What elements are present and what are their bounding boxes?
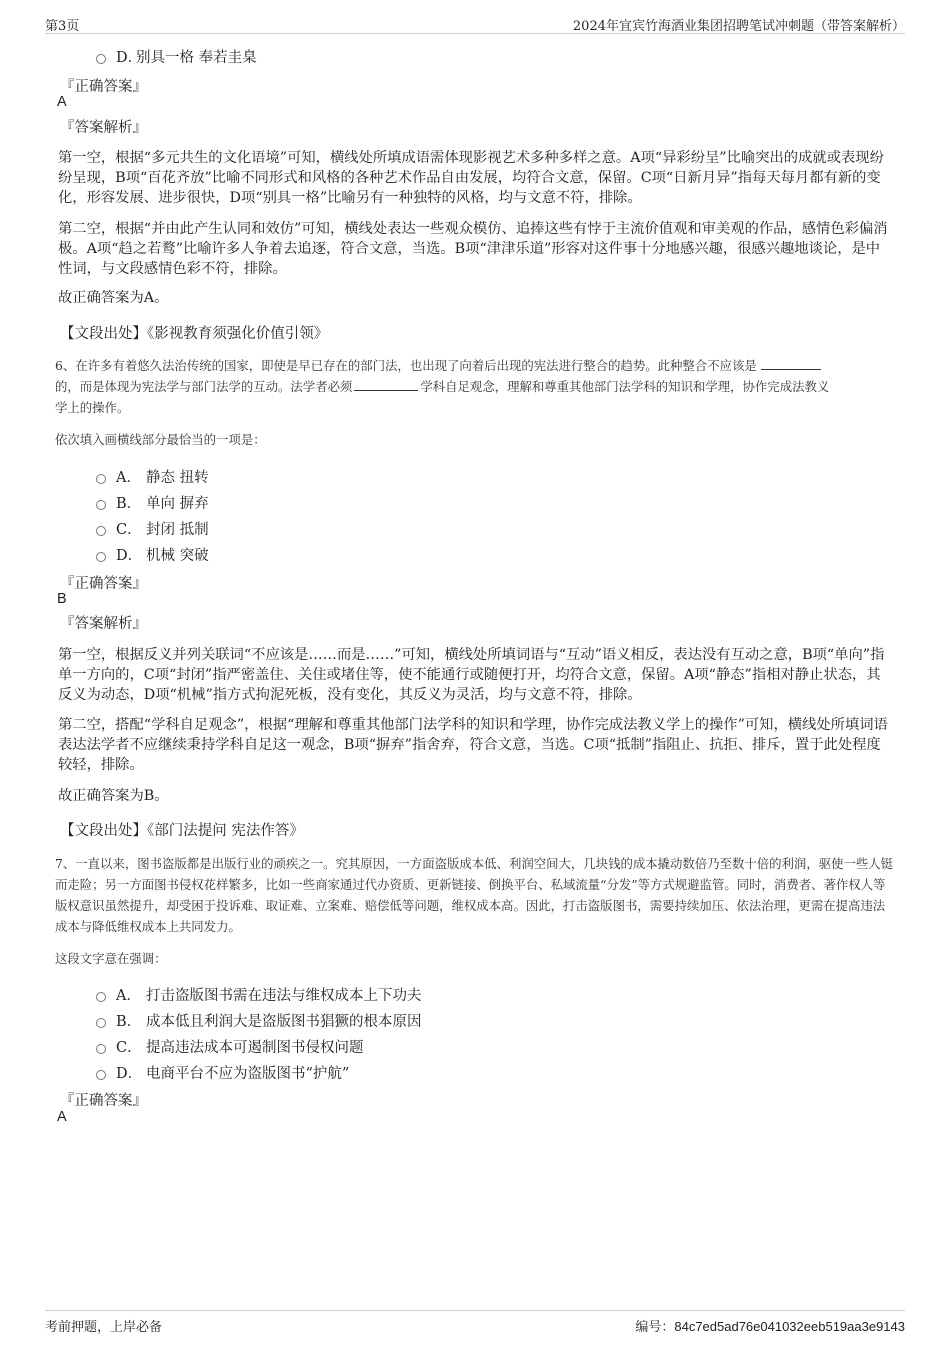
option-b[interactable]: B． 成本低且利润大是盗版图书猖獗的根本原因 xyxy=(96,1010,422,1030)
radio-icon[interactable] xyxy=(96,500,106,510)
text-source: 【文段出处】《部门法提问 宪法作答》 xyxy=(60,823,304,839)
correct-answer-value: A xyxy=(57,1109,67,1125)
page-header xyxy=(45,13,905,34)
footer-slogan: 考前押题，上岸必备 xyxy=(45,1320,163,1335)
radio-icon[interactable] xyxy=(96,1018,106,1028)
blank-line xyxy=(761,357,821,370)
document-id: 编号：84c7ed5ad76e041032eeb519aa3e9143 xyxy=(635,1319,905,1334)
radio-icon[interactable] xyxy=(96,474,106,484)
correct-answer-label: 『正确答案』 xyxy=(60,79,147,95)
conclusion: 故正确答案为B。 xyxy=(58,788,169,804)
text-source: 【文段出处】《影视教育须强化价值引领》 xyxy=(60,326,329,342)
analysis-paragraph: 第一空，根据反义并列关联词“不应该是……而是……”可知，横线处所填词语与“互动”语义相反，表达没有互动之意，B项“单向”指单一方向的，C项“封闭”指严密盖住、关住或堵住等，使不能通行或随便打开，均符合文意，保留。A项“静态”指相对静止状态，其反义为动态，D项“机械”指方式拘泥死板，没有变化，其反义为灵活，均与文意不符，排除。 xyxy=(58,647,885,703)
radio-icon[interactable] xyxy=(96,54,106,64)
analysis-label: 『答案解析』 xyxy=(60,616,147,632)
question-stem: 7、一直以来，图书盗版都是出版行业的顽疾之一。究其原因，一方面盗版成本低、利润空间大，几块钱的成本撬动数倍乃至数十倍的利润，驱使一些人铤而走险；另一方面图书侵权花样繁多，比如一些商家通过代办资质、更新链接、倒换平台、私域流量“分发”等方式规避监管。同时，消费者、著作权人等版权意识虽然提升，却受困于投诉难、取证难、立案难、赔偿低等问题，维权成本高。因此，打击盗版图书，需要持续加压、依法治理，更需在提高违法成本与降低维权成本上共同发力。 xyxy=(55,856,894,934)
page-number: 第3页 xyxy=(45,19,80,34)
analysis-paragraph: 第二空，根据“并由此产生认同和效仿”可知，横线处表达一些观众模仿、追捧这些有悖于主流价值观和审美观的作品，感情色彩偏消极。A项“趋之若鹜”比喻许多人争着去追逐，符合文意，当选。B项“津津乐道”形容对这件事十分地感兴趣，很感兴趣地谈论，是中性词，与文段感情色彩不符，排除。 xyxy=(58,221,888,277)
option-d[interactable]: D． 别具一格 奉若圭臬 xyxy=(96,46,257,66)
option-b[interactable]: B． 单向 摒弃 xyxy=(96,492,209,512)
radio-icon[interactable] xyxy=(96,1070,106,1080)
option-a[interactable]: A． 打击盗版图书需在违法与维权成本上下功夫 xyxy=(96,984,422,1004)
option-c[interactable]: C． 提高违法成本可遏制图书侵权问题 xyxy=(96,1036,364,1056)
option-d[interactable]: D． 机械 突破 xyxy=(96,544,209,564)
radio-icon[interactable] xyxy=(96,1044,106,1054)
option-a[interactable]: A． 静态 扭转 xyxy=(96,466,209,486)
radio-icon[interactable] xyxy=(96,552,106,562)
correct-answer-label: 『正确答案』 xyxy=(60,576,147,592)
question-prompt: 依次填入画横线部分最恰当的一项是： xyxy=(55,432,266,447)
conclusion: 故正确答案为A。 xyxy=(58,290,169,306)
option-d[interactable]: D． 电商平台不应为盗版图书“护航” xyxy=(96,1062,349,1082)
correct-answer-value: B xyxy=(57,591,67,607)
page-footer xyxy=(45,1310,905,1335)
analysis-label: 『答案解析』 xyxy=(60,120,147,136)
document-title: 2024年宜宾竹海酒业集团招聘笔试冲刺题（带答案解析） xyxy=(572,19,905,34)
radio-icon[interactable] xyxy=(96,992,106,1002)
question-prompt: 这段文字意在强调： xyxy=(55,951,167,966)
radio-icon[interactable] xyxy=(96,526,106,536)
correct-answer-label: 『正确答案』 xyxy=(60,1093,147,1109)
analysis-paragraph: 第二空，搭配“学科自足观念”，根据“理解和尊重其他部门法学科的知识和学理，协作完成法教义学上的操作”可知，横线处所填词语表达法学者不应继续秉持学科自足这一观念，B项“摒弃”指舍弃，符合文意，当选。C项“抵制”指阻止、抗拒、排斥，置于此处程度较轻，排除。 xyxy=(58,717,888,773)
blank-line xyxy=(354,378,418,391)
analysis-paragraph: 第一空，根据“多元共生的文化语境”可知，横线处所填成语需体现影视艺术多种多样之意。A项“异彩纷呈”比喻突出的成就或表现纷纷呈现，B项“百花齐放”比喻不同形式和风格的各种艺术作品自由发展，均符合文意，保留。C项“日新月异”指每天每月都有新的变化，形容发展、进步很快，D项“别具一格”比喻另有一种独特的风格，均与文意不符，排除。 xyxy=(58,150,884,206)
correct-answer-value: A xyxy=(57,94,67,110)
option-c[interactable]: C． 封闭 抵制 xyxy=(96,518,209,538)
question-stem: 6、在许多有着悠久法治传统的国家，即使是早已存在的部门法，也出现了向着后出现的宪法进行整合的趋势。此种整合不应该是 的，而是体现为宪法学与部门法学的互动。法学者必须 学科自足观念，理解和尊重其他部门法学科的知识和学理，协作完成法教义 学上的操作。 xyxy=(55,358,830,415)
